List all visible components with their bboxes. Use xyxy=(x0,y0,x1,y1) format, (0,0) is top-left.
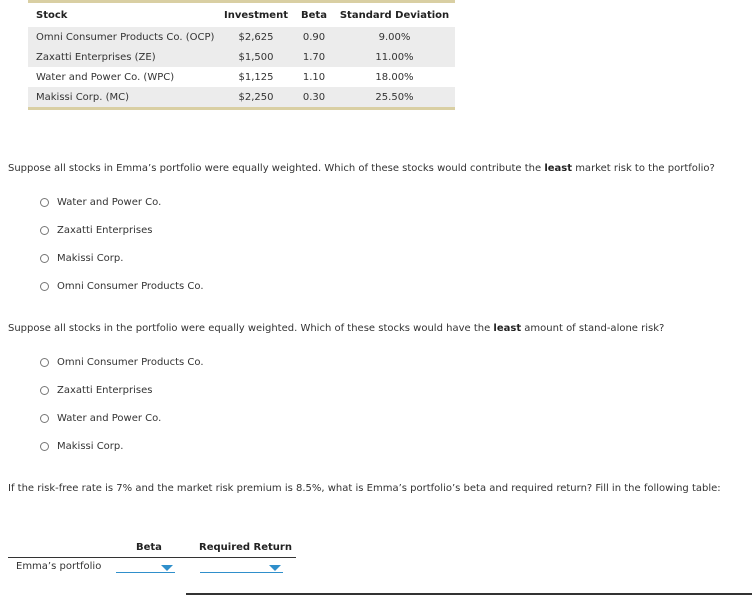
q1-option-zaxatti[interactable] xyxy=(40,216,204,244)
question-2-text-end: amount of stand-alone risk? xyxy=(521,323,665,334)
header-investment: Investment xyxy=(224,9,288,21)
results-row-label: Emma’s portfolio xyxy=(16,561,102,572)
cell-beta: 1.10 xyxy=(302,71,326,83)
radio-button[interactable] xyxy=(40,198,49,207)
question-2 xyxy=(8,323,664,334)
question-1-text: Suppose all stocks in Emma’s portfolio were equally weighted. Which of these stocks would contribute the xyxy=(8,163,545,174)
cell-stock: Water and Power Co. (WPC) xyxy=(36,71,175,83)
header-standard-deviation: Standard Deviation xyxy=(339,9,450,21)
results-header-required-return: Required Return xyxy=(199,542,292,553)
q2-option-omni[interactable] xyxy=(40,348,204,376)
q1-option-makissi[interactable] xyxy=(40,244,204,272)
radio-button[interactable] xyxy=(40,442,49,451)
q1-option-omni[interactable] xyxy=(40,272,204,300)
table-row xyxy=(28,27,455,47)
question-1-options xyxy=(40,188,204,300)
option-label: Water and Power Co. xyxy=(57,196,162,208)
q1-option-water-and-power[interactable] xyxy=(40,188,204,216)
cell-stock: Zaxatti Enterprises (ZE) xyxy=(28,47,218,67)
q2-option-makissi[interactable] xyxy=(40,432,204,460)
option-label: Zaxatti Enterprises xyxy=(57,384,153,396)
table-row xyxy=(28,67,455,87)
question-1-text-end: market risk to the portfolio? xyxy=(572,163,715,174)
cell-beta: 0.90 xyxy=(294,27,334,47)
radio-button[interactable] xyxy=(40,386,49,395)
question-2-options xyxy=(40,348,204,460)
option-label: Zaxatti Enterprises xyxy=(57,224,153,236)
cell-investment: $1,500 xyxy=(218,47,294,67)
q2-option-zaxatti[interactable] xyxy=(40,376,204,404)
cell-sd: 25.50% xyxy=(334,87,455,109)
question-1 xyxy=(8,163,715,174)
option-label: Omni Consumer Products Co. xyxy=(57,280,204,292)
stock-table xyxy=(28,0,455,110)
results-header-beta: Beta xyxy=(136,542,162,553)
table-row xyxy=(28,47,455,67)
cell-stock: Makissi Corp. (MC) xyxy=(28,87,218,109)
cell-sd: 18.00% xyxy=(375,71,414,83)
table-row xyxy=(28,87,455,109)
cell-stock: Omni Consumer Products Co. (OCP) xyxy=(28,27,218,47)
chevron-down-icon[interactable] xyxy=(269,565,281,571)
cell-investment: $1,125 xyxy=(238,71,274,83)
radio-button[interactable] xyxy=(40,282,49,291)
q2-option-water-and-power[interactable] xyxy=(40,404,204,432)
header-beta: Beta xyxy=(301,9,327,21)
option-label: Makissi Corp. xyxy=(57,440,124,452)
option-label: Makissi Corp. xyxy=(57,252,124,264)
radio-button[interactable] xyxy=(40,358,49,367)
cell-beta: 0.30 xyxy=(294,87,334,109)
cell-investment: $2,625 xyxy=(218,27,294,47)
header-stock: Stock xyxy=(36,9,68,21)
cell-sd: 9.00% xyxy=(334,27,455,47)
cell-beta: 1.70 xyxy=(294,47,334,67)
cell-sd: 11.00% xyxy=(334,47,455,67)
results-header-divider xyxy=(8,557,296,558)
option-label: Water and Power Co. xyxy=(57,412,162,424)
radio-button[interactable] xyxy=(40,254,49,263)
question-2-text: Suppose all stocks in the portfolio were equally weighted. Which of these stocks would have the xyxy=(8,323,494,334)
required-return-dropdown[interactable] xyxy=(200,572,283,573)
question-1-emphasis: least xyxy=(544,163,573,174)
table-header-row xyxy=(28,2,455,28)
question-2-emphasis: least xyxy=(493,323,522,334)
radio-button[interactable] xyxy=(40,414,49,423)
radio-button[interactable] xyxy=(40,226,49,235)
bottom-divider xyxy=(186,593,752,595)
chevron-down-icon[interactable] xyxy=(161,565,173,571)
question-3: If the risk-free rate is 7% and the market risk premium is 8.5%, what is Emma’s portfolio’s beta and required return? Fill in the following table: xyxy=(8,483,721,494)
beta-dropdown[interactable] xyxy=(116,572,175,573)
cell-investment: $2,250 xyxy=(218,87,294,109)
option-label: Omni Consumer Products Co. xyxy=(57,356,204,368)
